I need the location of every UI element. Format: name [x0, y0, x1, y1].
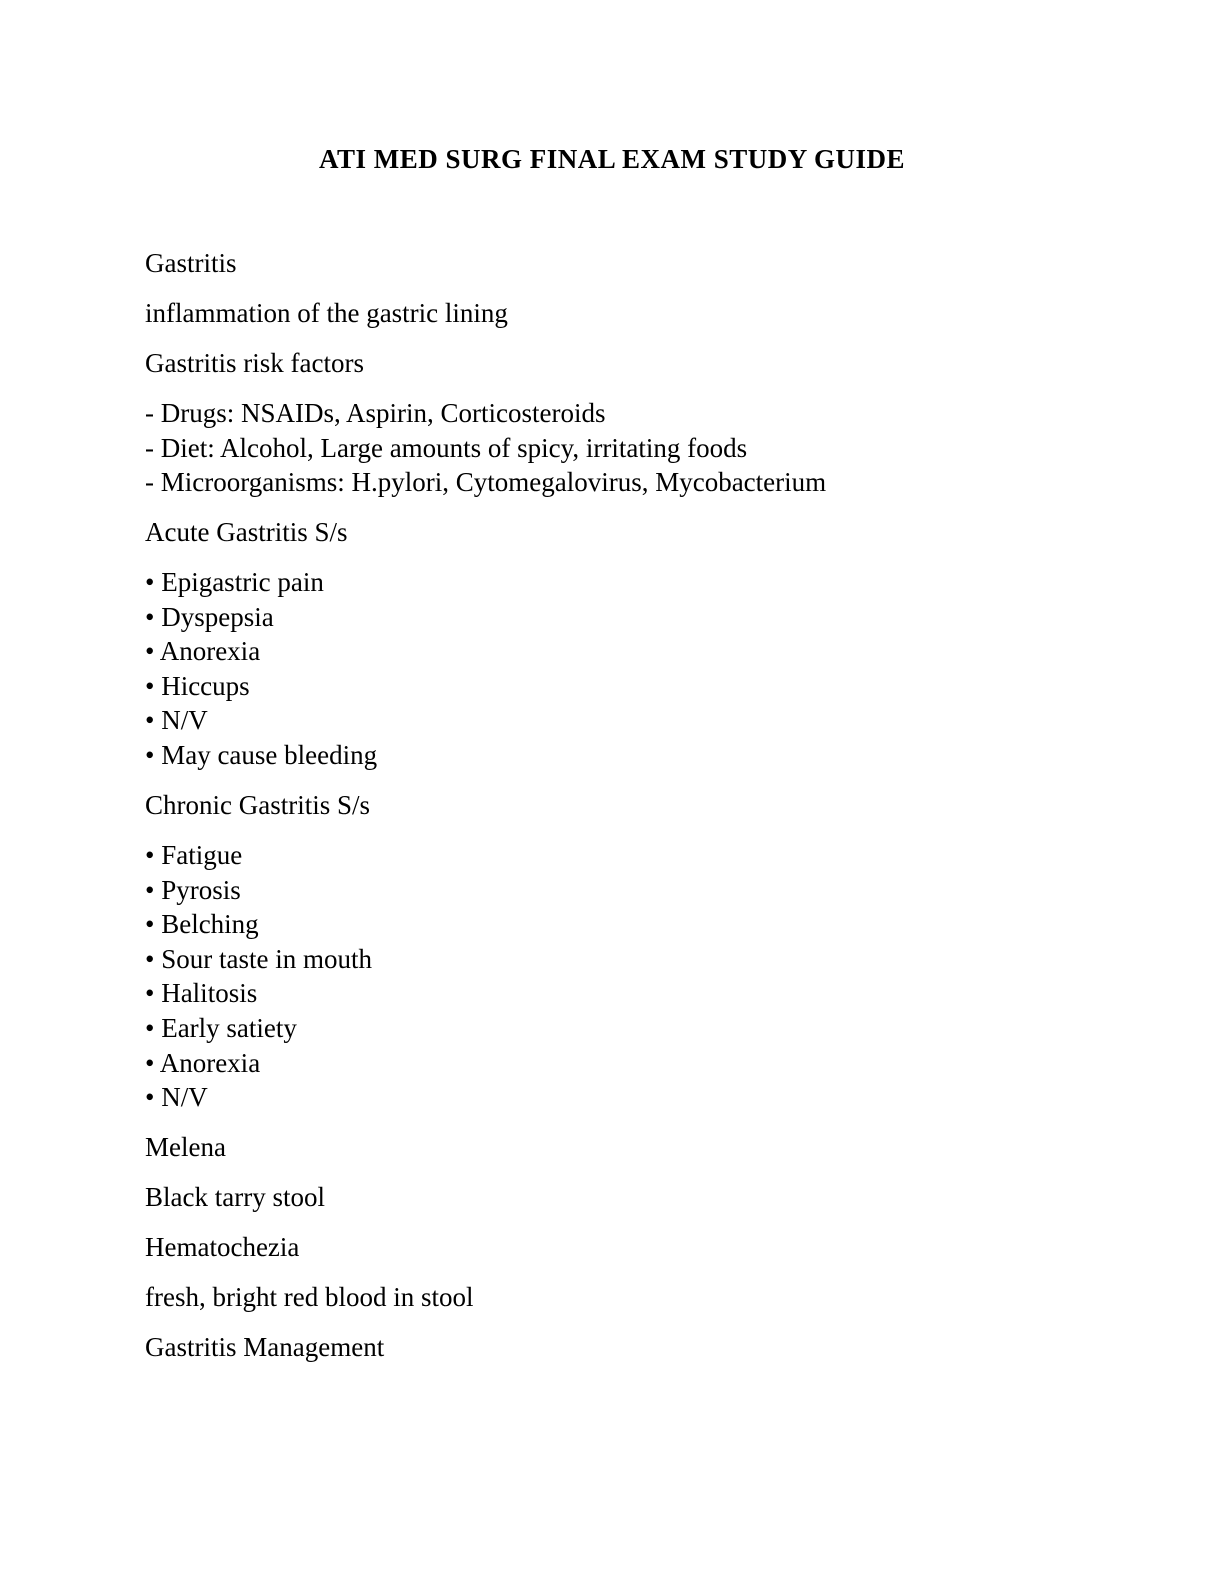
text-line: - Microorganisms: H.pylori, Cytomegalovirus, Mycobacterium [145, 467, 827, 498]
text-line: • Pyrosis [145, 874, 241, 905]
paragraph [145, 346, 1134, 381]
text-line: - Drugs: NSAIDs, Aspirin, Corticosteroids [145, 397, 606, 428]
line-group [145, 396, 1134, 500]
document-title: ATI MED SURG FINAL EXAM STUDY GUIDE [318, 144, 906, 174]
text-line: Gastritis [145, 248, 237, 278]
text-line: Black tarry stool [145, 1182, 325, 1213]
text-line: • Anorexia [145, 636, 261, 667]
text-line: fresh, bright red blood in stool [145, 1282, 474, 1313]
text-line: • Sour taste in mouth [145, 943, 372, 974]
paragraph [145, 246, 1134, 281]
text-line: - Diet: Alcohol, Large amounts of spicy, irritating foods [145, 432, 748, 463]
text-line: Gastritis Management [145, 1332, 385, 1363]
document-body [145, 246, 1134, 1380]
text-line: • Hiccups [145, 670, 250, 701]
paragraph [145, 296, 1134, 331]
text-line: • N/V [145, 1082, 208, 1113]
paragraph [145, 1180, 1134, 1215]
text-line: • Belching [145, 909, 259, 940]
paragraph [145, 1230, 1134, 1265]
text-line: • Epigastric pain [145, 567, 324, 598]
text-line: inflammation of the gastric lining [145, 297, 508, 328]
paragraph [145, 1280, 1134, 1315]
text-line: Hematochezia [145, 1232, 300, 1263]
text-line: • Anorexia [145, 1047, 261, 1078]
paragraph [145, 1130, 1134, 1165]
line-group [145, 838, 1134, 1115]
text-line: • Early satiety [145, 1013, 297, 1044]
text-line: • Halitosis [145, 978, 258, 1009]
text-line: • May cause bleeding [145, 740, 378, 771]
text-line: Chronic Gastritis S/s [145, 790, 371, 821]
paragraph [145, 788, 1134, 823]
paragraph [145, 1330, 1134, 1365]
text-line: • Dyspepsia [145, 601, 274, 632]
paragraph [145, 515, 1134, 550]
text-line: Melena [145, 1132, 226, 1163]
text-line: Acute Gastritis S/s [145, 517, 348, 548]
text-line: Gastritis risk factors [145, 347, 364, 378]
line-group [145, 565, 1134, 773]
text-line: • N/V [145, 705, 208, 736]
text-line: • Fatigue [145, 840, 243, 871]
